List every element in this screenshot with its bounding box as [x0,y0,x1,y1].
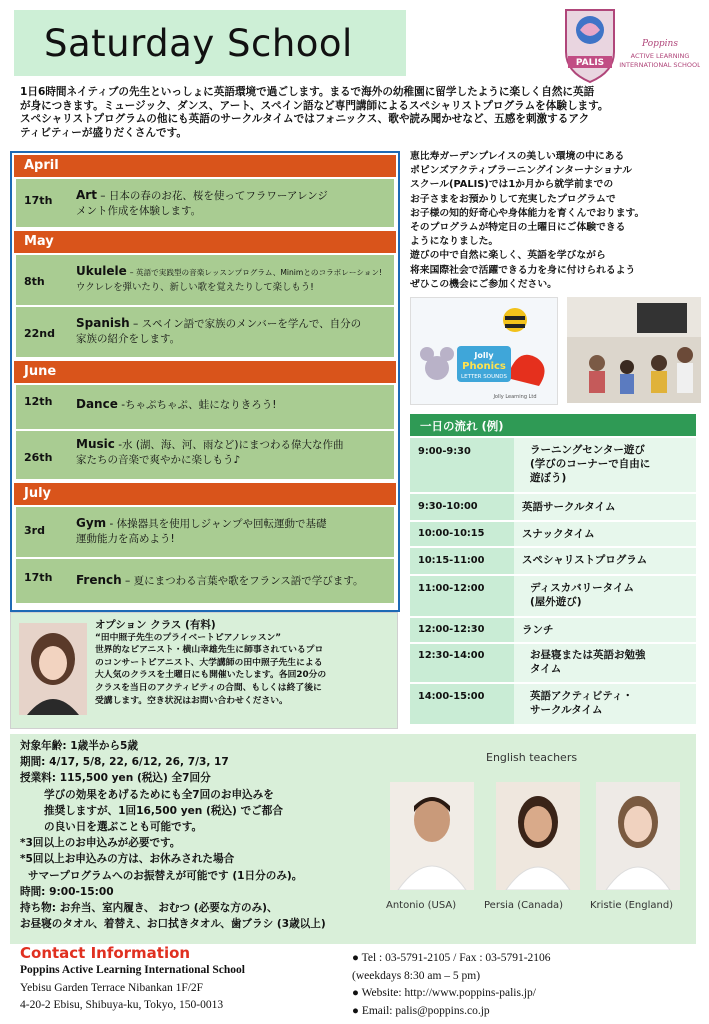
phone-line: ● Tel : 03-5791-2105 / Fax : 03-5791-2106 [352,952,551,964]
schedule-date: 22nd [24,327,56,340]
option-line: “田中照子先生のプライベートピアノレッスン” [95,632,282,643]
svg-text:Jolly: Jolly [474,351,494,360]
address-line: 4-20-2 Ebisu, Shibuya-ku, Tokyo, 150-0013 [20,999,224,1011]
hours-line: (weekdays 8:30 am – 5 pm) [352,969,481,982]
about-line: ポピンズアクティブラーニングインターナショナル [410,165,632,177]
note-line: *3回以上のお申込みが必要です。 [20,837,181,850]
schedule-date: 17th [24,194,53,207]
option-class-text [95,619,391,707]
flow-time: 11:00-12:00 [418,583,485,594]
schedule-row [16,431,394,481]
items-line: 持ち物: お弁当、室内履き、 おむつ (必要な方のみ)、 [20,902,278,915]
about-line: 恵比寿ガーデンプレイスの美しい環境の中にある [410,151,625,162]
month-header-april: April [14,155,396,177]
items-line: お昼寝のタオル、着替え、お口拭きタオル、歯ブラシ (3歳以上) [20,918,326,931]
teacher-photo-persia [496,782,580,890]
svg-text:ACTIVE LEARNING: ACTIVE LEARNING [630,52,690,60]
svg-text:Jolly Learning Ltd: Jolly Learning Ltd [493,394,537,400]
svg-text:INTERNATIONAL SCHOOL: INTERNATIONAL SCHOOL [619,61,700,69]
schedule-desc: Music -水 (湖、海、河、雨など)にまつわる偉大な作曲 家たちの音楽で爽やかに楽しもう♪ [76,437,344,466]
teacher-name: Antonio (USA) [386,900,457,911]
flow-activity-cell: 英語サークルタイム [514,494,696,520]
about-line: お子様の知的好奇心や身体能力を育くんでおります。 [410,207,645,219]
bullet-icon: ● [352,952,362,964]
about-line: 将来国際社会で活躍できる力を身に付けられるよう [410,264,636,276]
flow-activity-cell: ラーニングセンター遊び (学びのコーナーで自由に 遊ぼう) [514,438,696,492]
option-line: 世界的なピアニスト・横山幸雄先生に師事されているプロ [95,645,324,656]
contact-details [352,950,551,1020]
month-header-may: May [14,231,396,253]
fee-note-line: の良い日を選ぶことも可能です。 [44,821,203,834]
flow-time: 12:00-12:30 [418,624,485,635]
piano-teacher-photo [19,623,87,715]
bullet-icon: ● [352,987,362,999]
option-class-box [10,612,398,729]
flow-row [410,618,696,644]
about-school-text [410,150,700,292]
fee-line: 授業料: 115,500 yen (税込) 全7回分 [20,772,211,785]
month-header-july: July [14,483,396,505]
about-line: ぜひこの機会にご参加ください。 [410,278,557,290]
svg-text:Poppins: Poppins [642,39,678,49]
program-details [20,738,400,932]
flow-activity-cell: お昼寝または英語お勉強 タイム [514,644,696,682]
intro-line: ティビティーが盛りだくさんです。 [20,126,187,139]
flow-activity-cell: スナックタイム [514,522,696,546]
note-line: サマープログラムへのお振替えが可能です (1日分のみ)。 [28,869,303,882]
teacher-photo-kristie [596,782,680,890]
flow-time: 14:00-15:00 [418,691,485,702]
palis-crest-icon [560,6,700,86]
teacher-photo-antonio [390,782,474,890]
schedule-desc: Gym - 体操器具を使用しジャンプや回転運動で基礎 運動能力を高めよう! [76,516,327,545]
flow-activity-cell: ランチ [514,618,696,642]
email-line[interactable]: ● Email: palis@poppins.co.jp [352,1004,490,1017]
school-name: Poppins Active Learning International School [20,964,245,976]
svg-text:PALIS: PALIS [575,58,605,68]
bullet-icon: ● [352,1004,362,1017]
schedule-date: 12th [24,395,53,408]
schedule-date: 3rd [24,524,45,537]
flow-row [410,548,696,576]
website-line[interactable]: ● Website: http://www.poppins-palis.jp/ [352,987,536,999]
schedule-date: 8th [24,275,45,288]
svg-text:LETTER SOUNDS: LETTER SOUNDS [461,374,507,380]
flow-time: 12:30-14:00 [418,650,485,661]
schedule-row [16,507,394,559]
daily-flow-heading: 一日の流れ (例) [410,414,696,436]
age-line: 対象年齢: 1歳半から5歳 [20,740,139,752]
contact-address [20,962,245,1015]
jolly-phonics-image [410,297,558,405]
flow-row [410,494,696,522]
schedule-desc: Dance -ちゃぷちゃぷ、蛙になりきろう! [76,397,277,411]
schedule-row [16,385,394,431]
flow-row [410,522,696,548]
classroom-photo [567,297,701,403]
intro-line: が身につきます。ミュージック、ダンス、アート、スペイン語など専門講師によるスペシャリストプログラムを体験します。 [20,99,609,112]
schedule-desc: Spanish – スペイン語で家族のメンバーを学んで、自分の 家族の紹介をします。 [76,316,362,345]
schedule-row [16,255,394,307]
fee-note-line: 推奨しますが、1回16,500 yen (税込) でご都合 [44,804,283,817]
flow-time: 10:00-10:15 [418,528,485,539]
option-line: 大人気のクラスを土曜日にも開催いたします。各回20分の [95,670,327,681]
about-line: そのプログラムが特定日の土曜日にご体験できる [410,222,626,234]
teacher-name: Kristie (England) [590,900,674,911]
person-portrait-icon [19,623,87,715]
children-classroom-icon [567,297,701,403]
flow-time: 9:30-10:00 [418,501,478,512]
note-line: *5回以上お申込みの方は、お休みされた場合 [20,853,235,866]
option-line: クラスを当日のアクティビティの合間、もしくは終了後に [95,682,322,693]
flow-activity-cell: スペシャリストプログラム [514,548,696,574]
intro-line: 1日6時間ネイティブの先生といっしょに英語環境で過ごします。まるで海外の幼稚園に留学したように楽しく自然に英語 [20,86,595,98]
flow-row [410,438,696,494]
schedule-row [16,559,394,605]
jolly-phonics-illustration-icon [411,298,557,404]
schedule-desc: French – 夏にまつわる言葉や歌をフランス語で学びます。 [76,573,364,587]
person-portrait-icon [496,782,580,890]
option-heading: オプション クラス (有料) [95,619,216,631]
flow-activity-cell: ディスカバリータイム (屋外遊び) [514,576,696,616]
about-line: お子さまをお預かりして充実したプログラムで [410,193,616,205]
time-line: 時間: 9:00-15:00 [20,885,114,898]
about-line: スクール(PALIS)では1か月から就学前までの [410,179,614,191]
schedule-date: 17th [24,571,53,584]
intro-line: スペシャリストプログラムの他にも英語のサークルタイムではフォニックス、歌や読み聞かせなど、五感を刺激するアク [20,113,590,125]
person-portrait-icon [596,782,680,890]
school-logo [560,6,700,86]
month-header-june: June [14,361,396,383]
option-line: 受講します。空き状況はお問い合わせください。 [95,695,288,706]
svg-text:Phonics: Phonics [462,361,506,372]
schedule-panel [10,151,400,612]
flow-row [410,684,696,726]
flow-row [410,576,696,618]
flow-time: 9:00-9:30 [418,446,471,457]
address-line: Yebisu Garden Terrace Nibankan 1F/2F [20,981,204,994]
schedule-row [16,307,394,359]
title-banner [14,10,406,76]
schedule-date: 26th [24,451,53,464]
teacher-name: Persia (Canada) [484,900,564,911]
schedule-row [16,179,394,229]
option-line: のコンサートピアニスト、大学講師の田中照子先生による [95,657,323,668]
person-portrait-icon [390,782,474,890]
schedule-desc: Ukulele – 英語で実践型の音楽レッスンプログラム、Minimとのコラボレーション! ウクレレを弾いたり、新しい歌を覚えたりして楽しもう! [76,264,382,293]
about-line: 遊びの中で自然に楽しく、英語を学びながら [410,250,606,262]
dates-line: 期間: 4/17, 5/8, 22, 6/12, 26, 7/3, 17 [20,756,229,769]
flow-row [410,644,696,684]
flow-activity-cell: 英語アクティビティ・ サークルタイム [514,684,696,724]
intro-paragraph [20,86,680,140]
flow-time: 10:15-11:00 [418,555,485,566]
fee-note-line: 学びの効果をあげるためにも全7回のお申込みを [44,788,274,801]
schedule-desc: Art – 日本の春のお花、桜を使ってフラワーアレンジ メント作成を体験します。 [76,188,328,217]
about-line: ようになりました。 [410,236,499,248]
teachers-heading: English teachers [486,751,578,764]
contact-heading: Contact Information [20,944,191,962]
page-title: Saturday School [44,22,353,65]
